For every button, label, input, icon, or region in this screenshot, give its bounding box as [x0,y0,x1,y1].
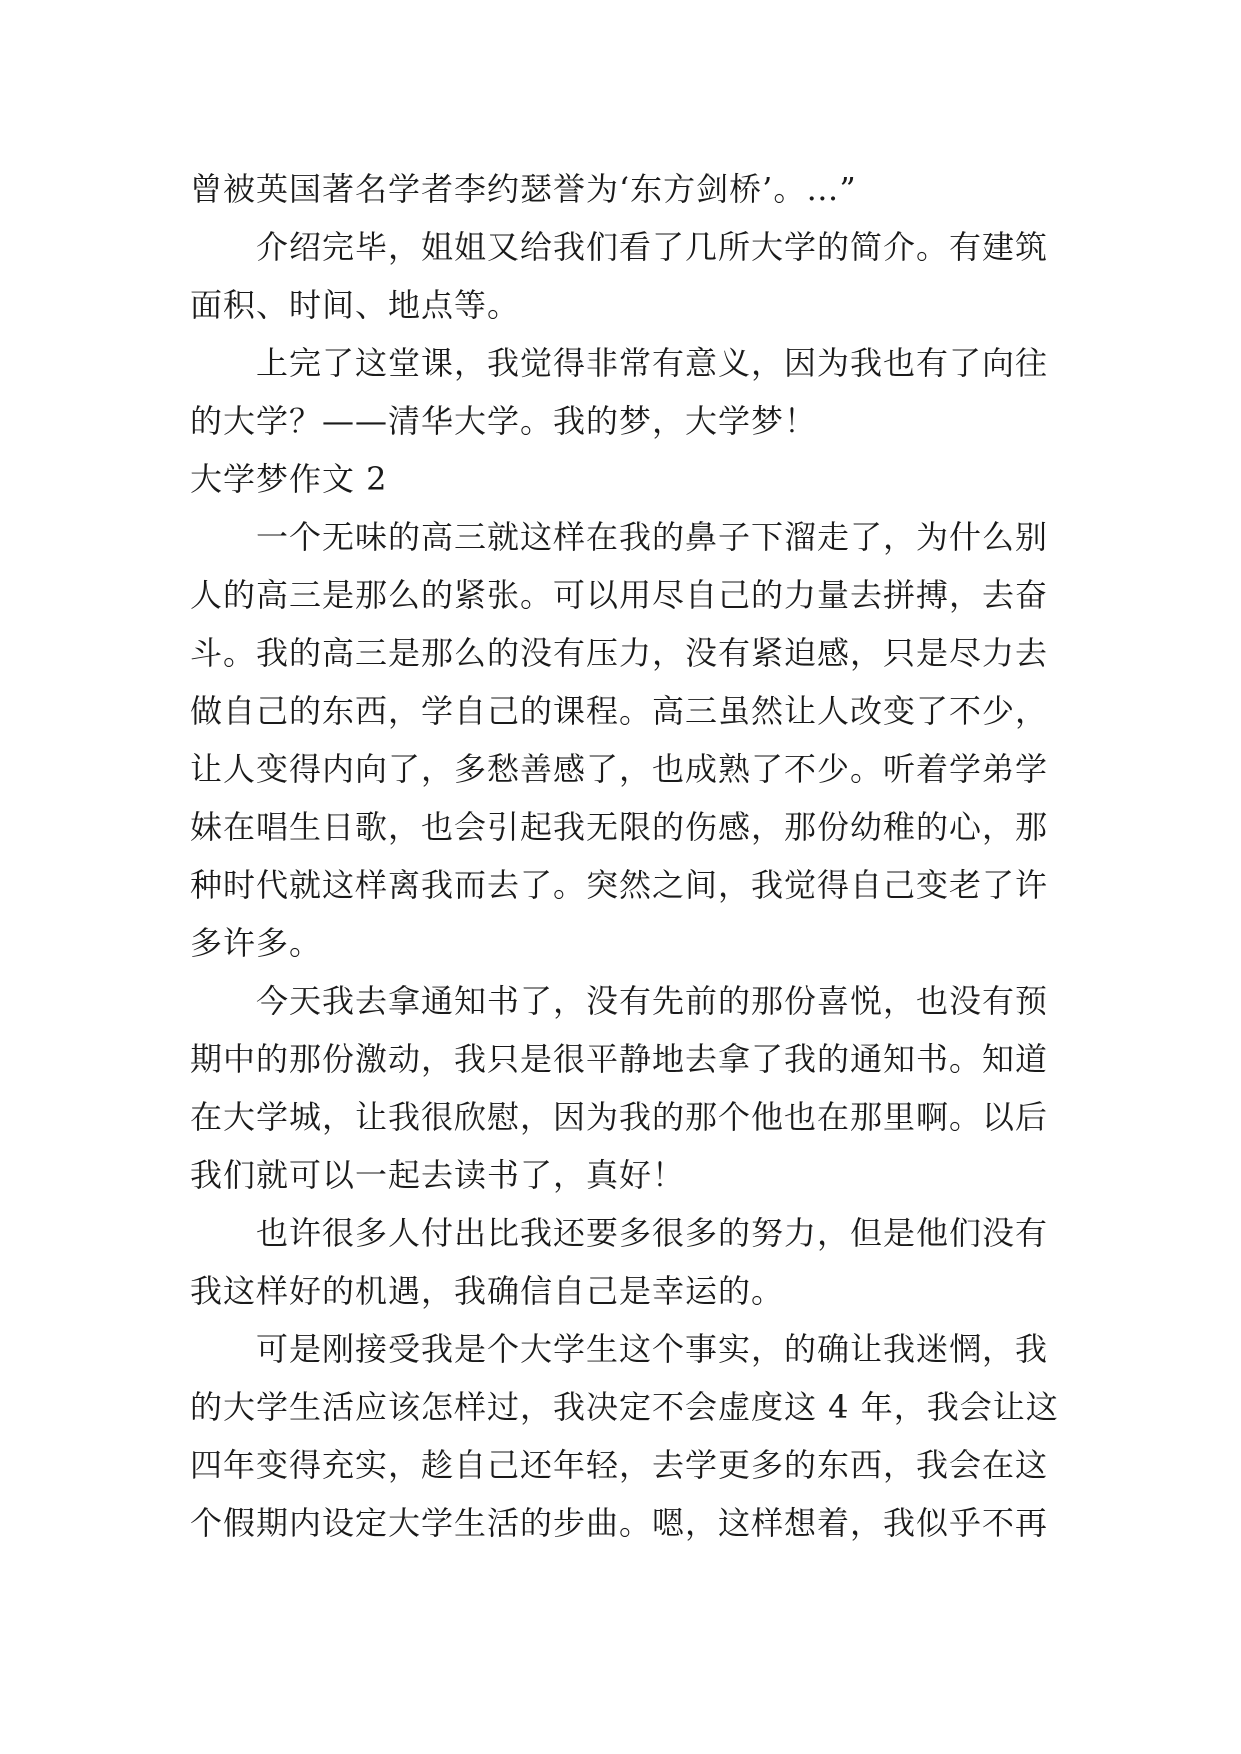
paragraph-college-plan: 可是刚接受我是个大学生这个事实，的确让我迷惘，我的大学生活应该怎样过，我决定不会虚度这 4 年，我会让这四年变得充实，趁自己还年轻，去学更多的东西，我会在这个假期内设定大学生活的步曲。嗯，这样想着，我似乎不再 [190,1330,1059,1542]
paragraph-senior-year: 一个无味的高三就这样在我的鼻子下溜走了，为什么别人的高三是那么的紧张。可以用尽自己的力量去拼搏，去奋斗。我的高三是那么的没有压力，没有紧迫感，只是尽力去做自己的东西，学自己的课程。高三虽然让人改变了不少，让人变得内向了，多愁善感了，也成熟了不少。听着学弟学妹在唱生日歌，也会引起我无限的伤感，那份幼稚的心，那种时代就这样离我而去了。突然之间，我觉得自己变老了许多许多。 [190,518,1049,962]
paragraph-quote-end: 曾被英国著名学者李约瑟誉为‘东方剑桥’。…” [190,170,857,208]
paragraph-lucky: 也许很多人付出比我还要多很多的努力，但是他们没有我这样好的机遇，我确信自己是幸运的。 [190,1214,1049,1310]
paragraph-class-meaningful: 上完了这堂课，我觉得非常有意义，因为我也有了向往的大学？——清华大学。我的梦，大学梦！ [190,344,1049,440]
paragraph-introduction-finished: 介绍完毕，姐姐又给我们看了几所大学的简介。有建筑面积、时间、地点等。 [190,228,1049,324]
document-body [190,160,1070,1552]
essay-title: 大学梦作文 2 [190,460,388,498]
paragraph-admission-notice: 今天我去拿通知书了，没有先前的那份喜悦，也没有预期中的那份激动，我只是很平静地去拿了我的通知书。知道在大学城，让我很欣慰，因为我的那个他也在那里啊。以后我们就可以一起去读书了，真好！ [190,982,1049,1194]
